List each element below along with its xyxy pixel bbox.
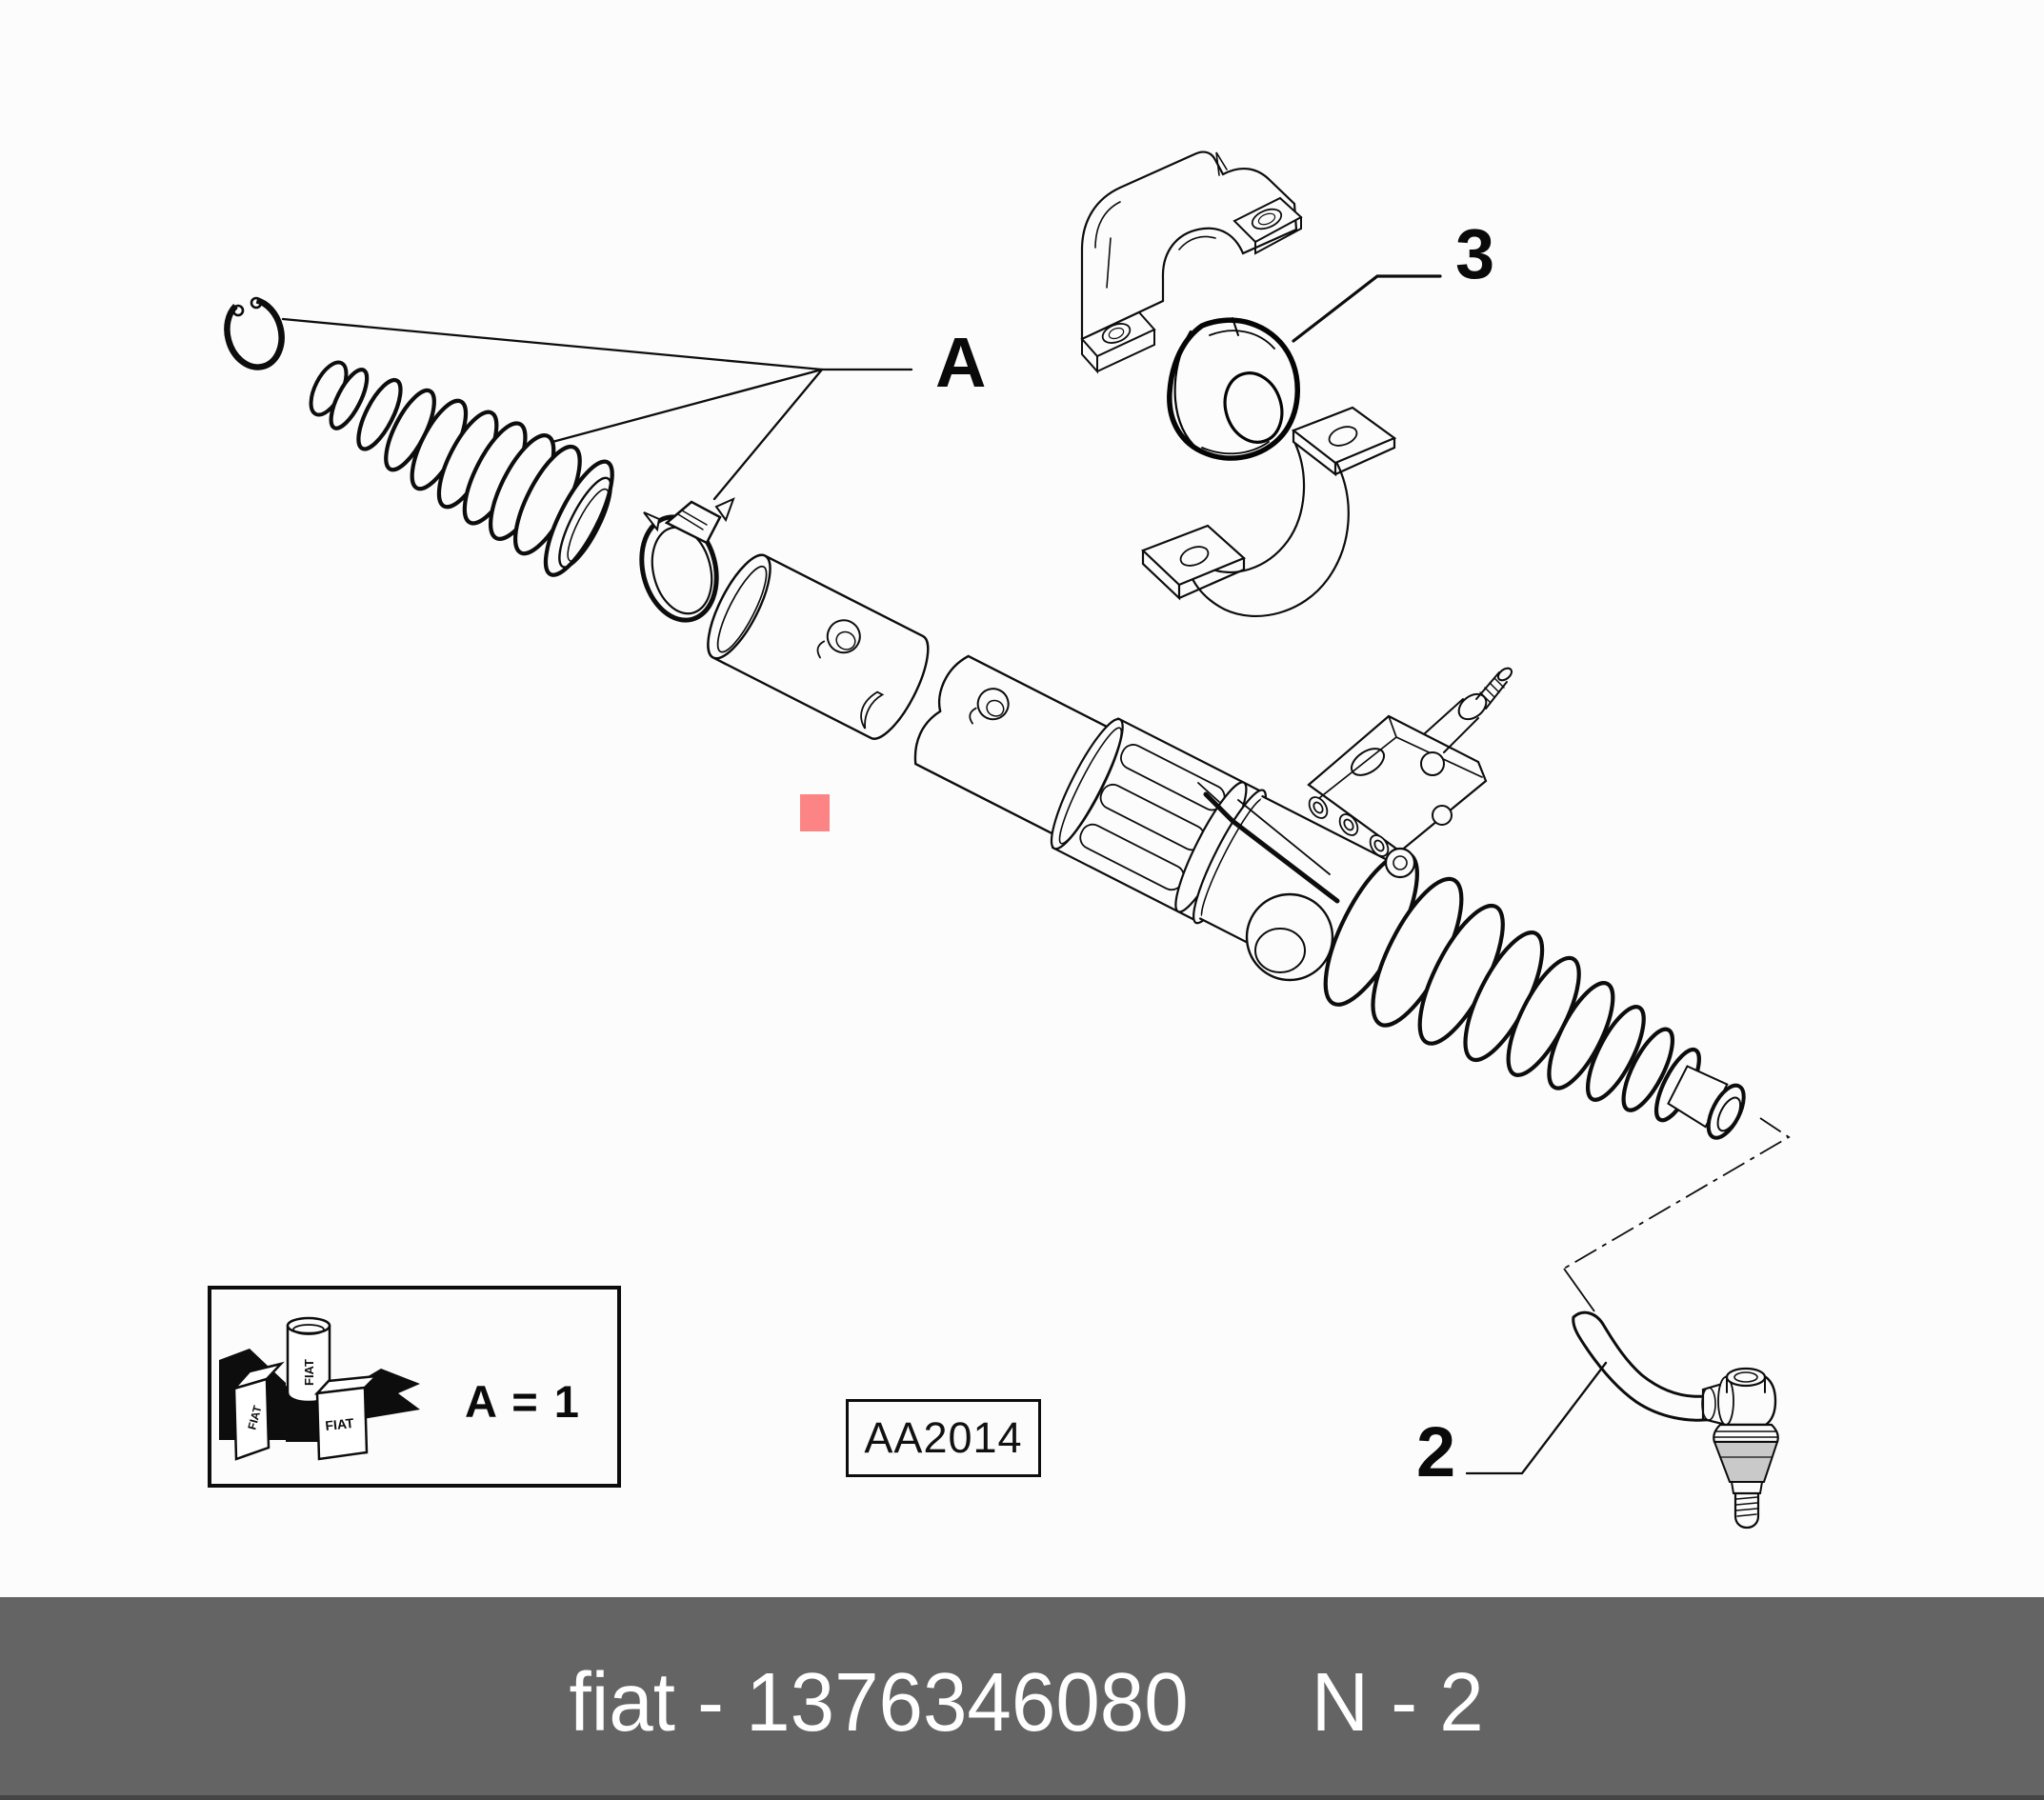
footer-catalog-entry: fiat - 1376346080 xyxy=(569,1655,1189,1749)
highlight-square xyxy=(800,794,830,831)
footer-edge xyxy=(0,1795,2044,1800)
pinion-input-shaft xyxy=(1425,666,1513,752)
centerline xyxy=(1564,1118,1789,1311)
stabilizer-bushing-drawing xyxy=(1170,318,1297,458)
steering-boot-drawing xyxy=(288,329,628,585)
drawing-code: AA2014 xyxy=(864,1413,1023,1462)
brand-text-cylinder: FIAT xyxy=(302,1359,316,1386)
brand-text-left-box: FIAT xyxy=(245,1404,265,1431)
rack-bellows-boot xyxy=(1308,841,1776,1190)
brand-text-right-box: FIAT xyxy=(324,1414,355,1433)
rack-tube-sleeve-1 xyxy=(696,547,940,747)
footer-page-ref: N - 2 xyxy=(1312,1655,1485,1749)
legend-formula: A = 1 xyxy=(465,1376,581,1427)
callout-label-a: A xyxy=(935,323,987,402)
circlip-drawing xyxy=(220,293,290,373)
callout-label-2: 2 xyxy=(1416,1412,1456,1491)
callout-label-3: 3 xyxy=(1455,214,1495,293)
footer-bar xyxy=(0,1597,2044,1800)
drawing-code-box xyxy=(846,1399,1041,1477)
tie-rod-end-drawing xyxy=(1573,1312,1778,1528)
steering-rack-drawing xyxy=(684,524,1776,1191)
